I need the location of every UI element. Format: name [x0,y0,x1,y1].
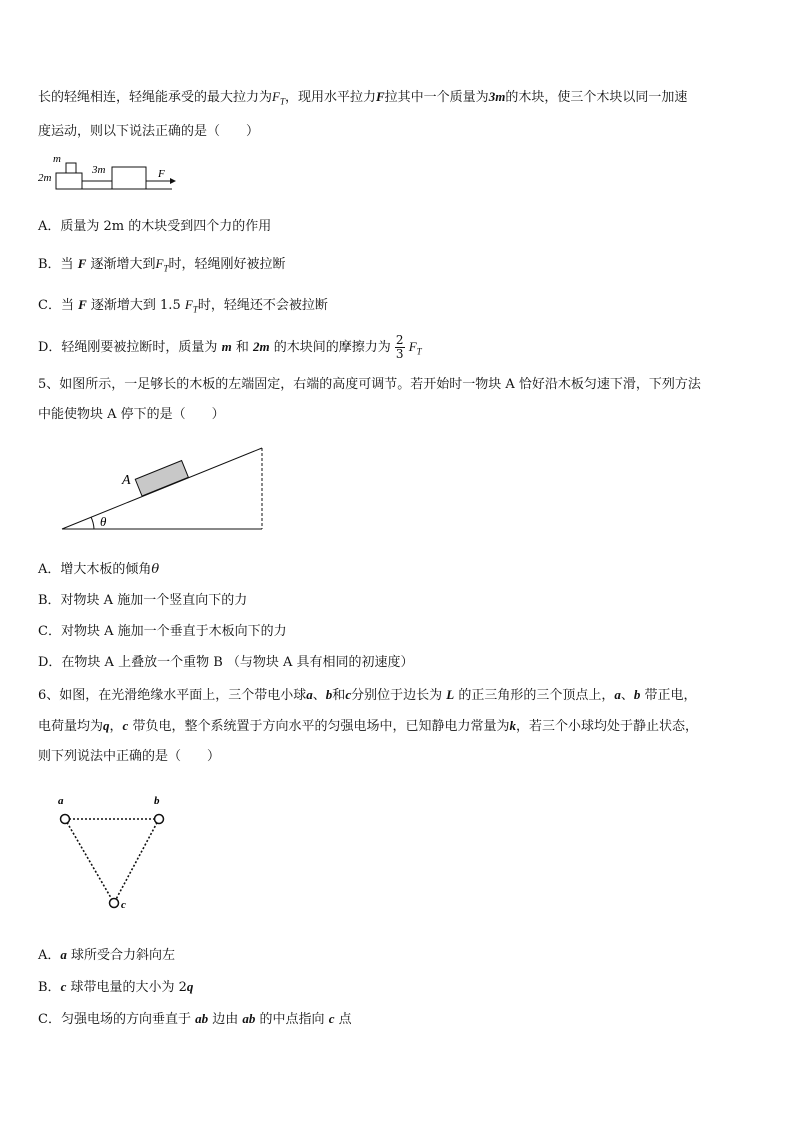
label-2m: 2m [38,172,52,184]
q6-option-c: C．匀强电场的方向垂直于 ab 边由 ab 的中点指向 c 点 [38,1011,352,1027]
q6-stem-line2: 电荷量均为q，c 带负电，整个系统置于方向水平的匀强电场中，已知静电力常量为k，若三个小球均处于静止状态， [38,718,698,734]
q4-stem-line1: 长的轻绳相连，轻绳能承受的最大拉力为$F_T$，现用水平拉力F拉其中一个质量为3m的木块，使三个木块以同一加速 [38,89,688,107]
q6-triangle-figure [50,790,180,915]
fraction-two-thirds: $\frac{2}{3}$ [395,333,404,361]
side-bc [114,819,159,903]
q4-blocks-figure [36,155,176,193]
incline-board [62,448,262,529]
q6-option-a: A．a 球所受合力斜向左 [38,947,176,963]
q5-option-b: B．对物块 A 施加一个竖直向下的力 [38,593,248,608]
angle-arc [91,517,94,529]
q4-option-c: C．当 F 逐渐增大到 1.5 $F_T$时，轻绳还不会被拉断 [38,297,328,315]
block-2m [56,173,82,189]
q6-stem-line3: 则下列说法中正确的是（ ） [38,749,221,764]
block-m [66,163,76,173]
block-3m [112,167,146,189]
label-b: b [154,795,160,807]
ft-symbol: $F_T$ [272,89,285,107]
arrow-head-icon [170,178,176,184]
label-A: A [122,473,131,488]
q5-stem-line1: 5、如图所示，一足够长的木板的左端固定，右端的高度可调节。若开始时一物块 A 恰好沿木板匀速下滑，下列方法 [38,377,701,392]
label-m: m [53,155,61,165]
charge-b [155,815,164,824]
q5-option-d: D．在物块 A 上叠放一个重物 B （与物块 A 具有相同的初速度） [38,655,414,670]
q5-option-a: A．增大木板的倾角θ [38,562,160,577]
label-F: F [158,168,165,180]
q5-option-c: C．对物块 A 施加一个垂直于木板向下的力 [38,624,287,639]
charge-c [110,899,119,908]
q5-stem-line2: 中能使物块 A 停下的是（ ） [38,407,225,422]
q4-option-d: D．轻绳刚要被拉断时，质量为 m 和 2m 的木块间的摩擦力为 $\frac{2}{3}$ $F_T$ [38,333,422,361]
q6-option-b: B．c 球带电量的大小为 2q [38,979,194,995]
block-a [135,461,188,496]
q6-stem-line1: 6、如图，在光滑绝缘水平面上，三个带电小球a、b和c分别位于边长为 L 的正三角形的三个顶点上，a、b 带正电， [38,687,697,703]
q4-stem-line2: 度运动，则以下说法正确的是（ ） [38,124,260,139]
label-theta: θ [100,514,107,529]
label-3m: 3m [92,164,106,176]
label-c: c [121,899,126,911]
q4-option-b: B．当 F 逐渐增大到$F_T$时，轻绳刚好被拉断 [38,256,286,274]
charge-a [61,815,70,824]
side-ac [65,819,114,903]
q5-incline-figure [60,440,270,535]
q4-option-a: A．质量为 2m 的木块受到四个力的作用 [38,219,272,234]
label-a: a [58,795,64,807]
